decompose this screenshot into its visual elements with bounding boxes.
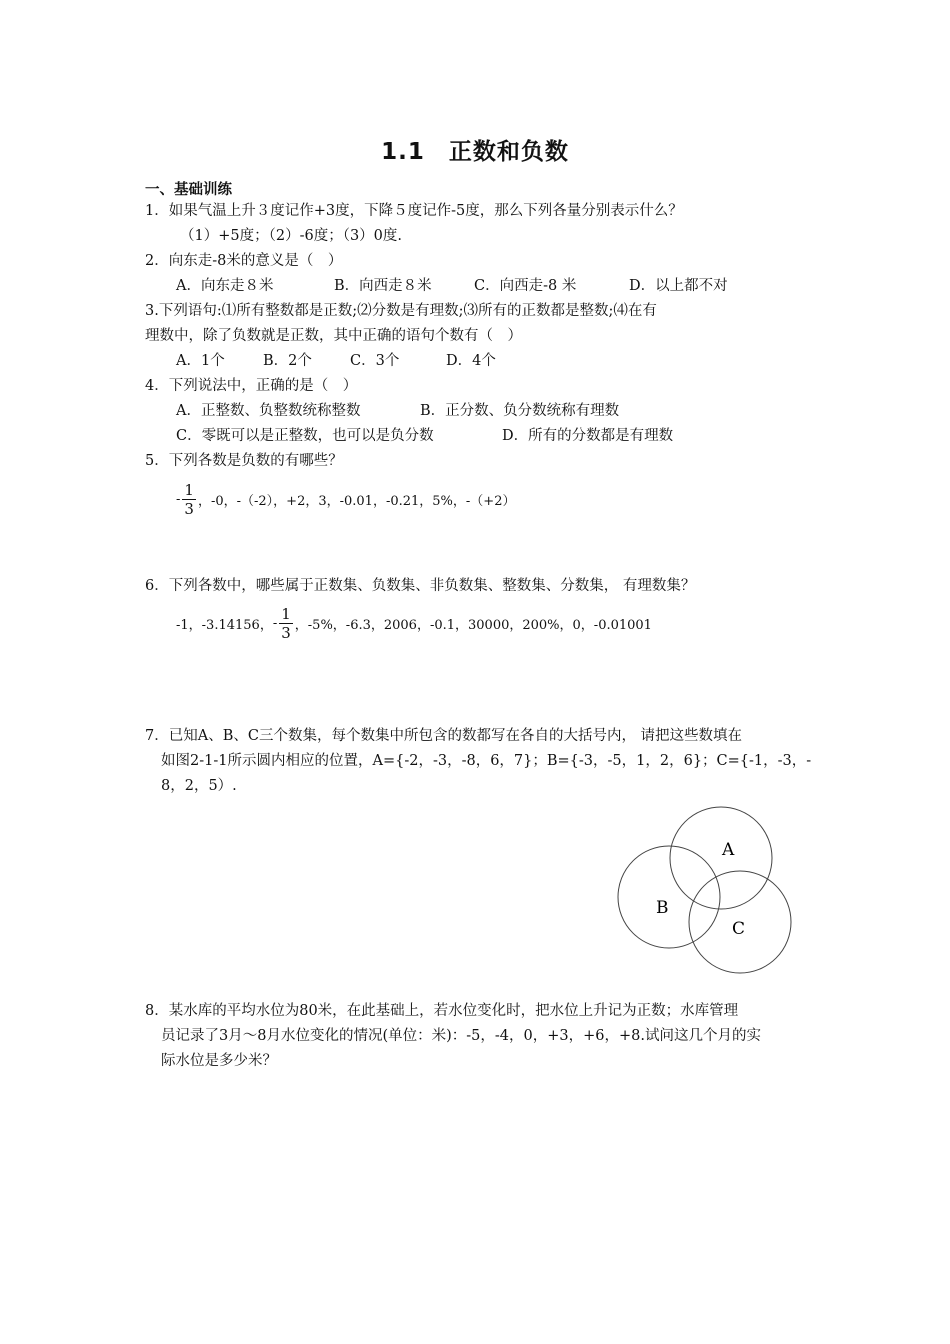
venn-label-c: C [732, 919, 746, 939]
q5-frac-denominator: 3 [184, 499, 194, 518]
q4-options-row2 [176, 426, 673, 446]
q8-stem-line3: 际水位是多少米？ [161, 1053, 277, 1069]
q5-number-list: ，-0，-（-2），+2，3，-0.01，-0.21，5%，-（+2） [197, 493, 516, 509]
q4-options-row1 [176, 401, 619, 421]
q1-items: （1）+5度；（2）-6度；（3）0度. [180, 228, 403, 244]
q7-stem-line1: 7．已知A、B、C三个数集，每个数集中所包含的数都写在各自的大括号内， 请把这些数填在 [145, 728, 743, 744]
q3-stem-line2: 理数中，除了负数就是正数，其中正确的语句个数有（ ） [145, 328, 522, 344]
q5-frac-sign: - [176, 491, 181, 507]
q2-option-b: B．向西走８米 [334, 278, 432, 294]
venn-label-a: A [722, 840, 735, 860]
q8-stem-line1: 8．某水库的平均水位为80米，在此基础上，若水位变化时，把水位上升记为正数；水库管理 [145, 1003, 739, 1019]
section-heading: 一、基础训练 [145, 182, 232, 198]
q5-stem: 5．下列各数是负数的有哪些？ [145, 453, 343, 469]
q8-stem-line2: 员记录了3月～8月水位变化的情况(单位：米)：-5，-4，0，+3，+6，+8.试问这几个月的实 [161, 1028, 761, 1044]
venn-diagram [600, 800, 810, 990]
q6-frac-numerator: 1 [281, 604, 291, 623]
q5-fraction [182, 481, 196, 518]
q5-numbers [176, 476, 515, 522]
q3-stem-line1: 3.下列语句:⑴所有整数都是正数;⑵分数是有理数;⑶所有的正数都是整数;⑷在有 [145, 303, 657, 319]
q4-option-a: A．正整数、负整数统称整数 [176, 403, 361, 419]
q2-stem: 2．向东走-8米的意义是（ ） [145, 253, 343, 269]
q5-frac-numerator: 1 [184, 480, 194, 499]
q6-number-list-end: ，-5%，-6.3，2006，-0.1，30000，200%，0，-0.01001 [294, 617, 652, 633]
q6-frac-sign: - [272, 615, 278, 631]
q6-numbers [176, 600, 652, 646]
q3-options [176, 351, 496, 371]
q6-number-list-start: -1，-3.14156， [176, 617, 273, 633]
q6-fraction [279, 605, 293, 642]
q4-stem: 4．下列说法中，正确的是（ ） [145, 378, 358, 394]
q2-option-a: A．向东走８米 [176, 278, 274, 294]
q3-option-b: B．2个 [263, 353, 312, 369]
venn-circle-a [670, 807, 772, 909]
q3-option-c: C．3个 [350, 353, 400, 369]
q4-option-d: D．所有的分数都是有理数 [502, 428, 674, 444]
venn-circle-b [618, 846, 720, 948]
q4-option-b: B．正分数、负分数统称有理数 [420, 403, 620, 419]
q7-stem-line2: 如图2-1-1所示圆内相应的位置，A={-2，-3，-8，6，7}；B={-3，-5，1，2，6}；C={-1，-3，- [161, 753, 812, 769]
q7-stem-line3: 8，2，5）. [161, 778, 237, 794]
q2-options [176, 276, 728, 296]
q3-option-a: A．1个 [176, 353, 225, 369]
q1-stem: 1．如果气温上升３度记作+3度，下降５度记作-5度，那么下列各量分别表示什么？ [145, 203, 683, 219]
q4-option-c: C．零既可以是正整数，也可以是负分数 [176, 428, 434, 444]
q6-frac-denominator: 3 [281, 623, 291, 642]
q3-option-d: D．4个 [446, 353, 496, 369]
q6-stem: 6．下列各数中，哪些属于正数集、负数集、非负数集、整数集、分数集， 有理数集？ [145, 578, 696, 594]
q2-option-c: C．向西走-8 米 [474, 278, 577, 294]
venn-label-b: B [656, 898, 669, 918]
q2-option-d: D．以上都不对 [629, 278, 728, 294]
page-title: 1.1 正数和负数 [381, 139, 569, 165]
